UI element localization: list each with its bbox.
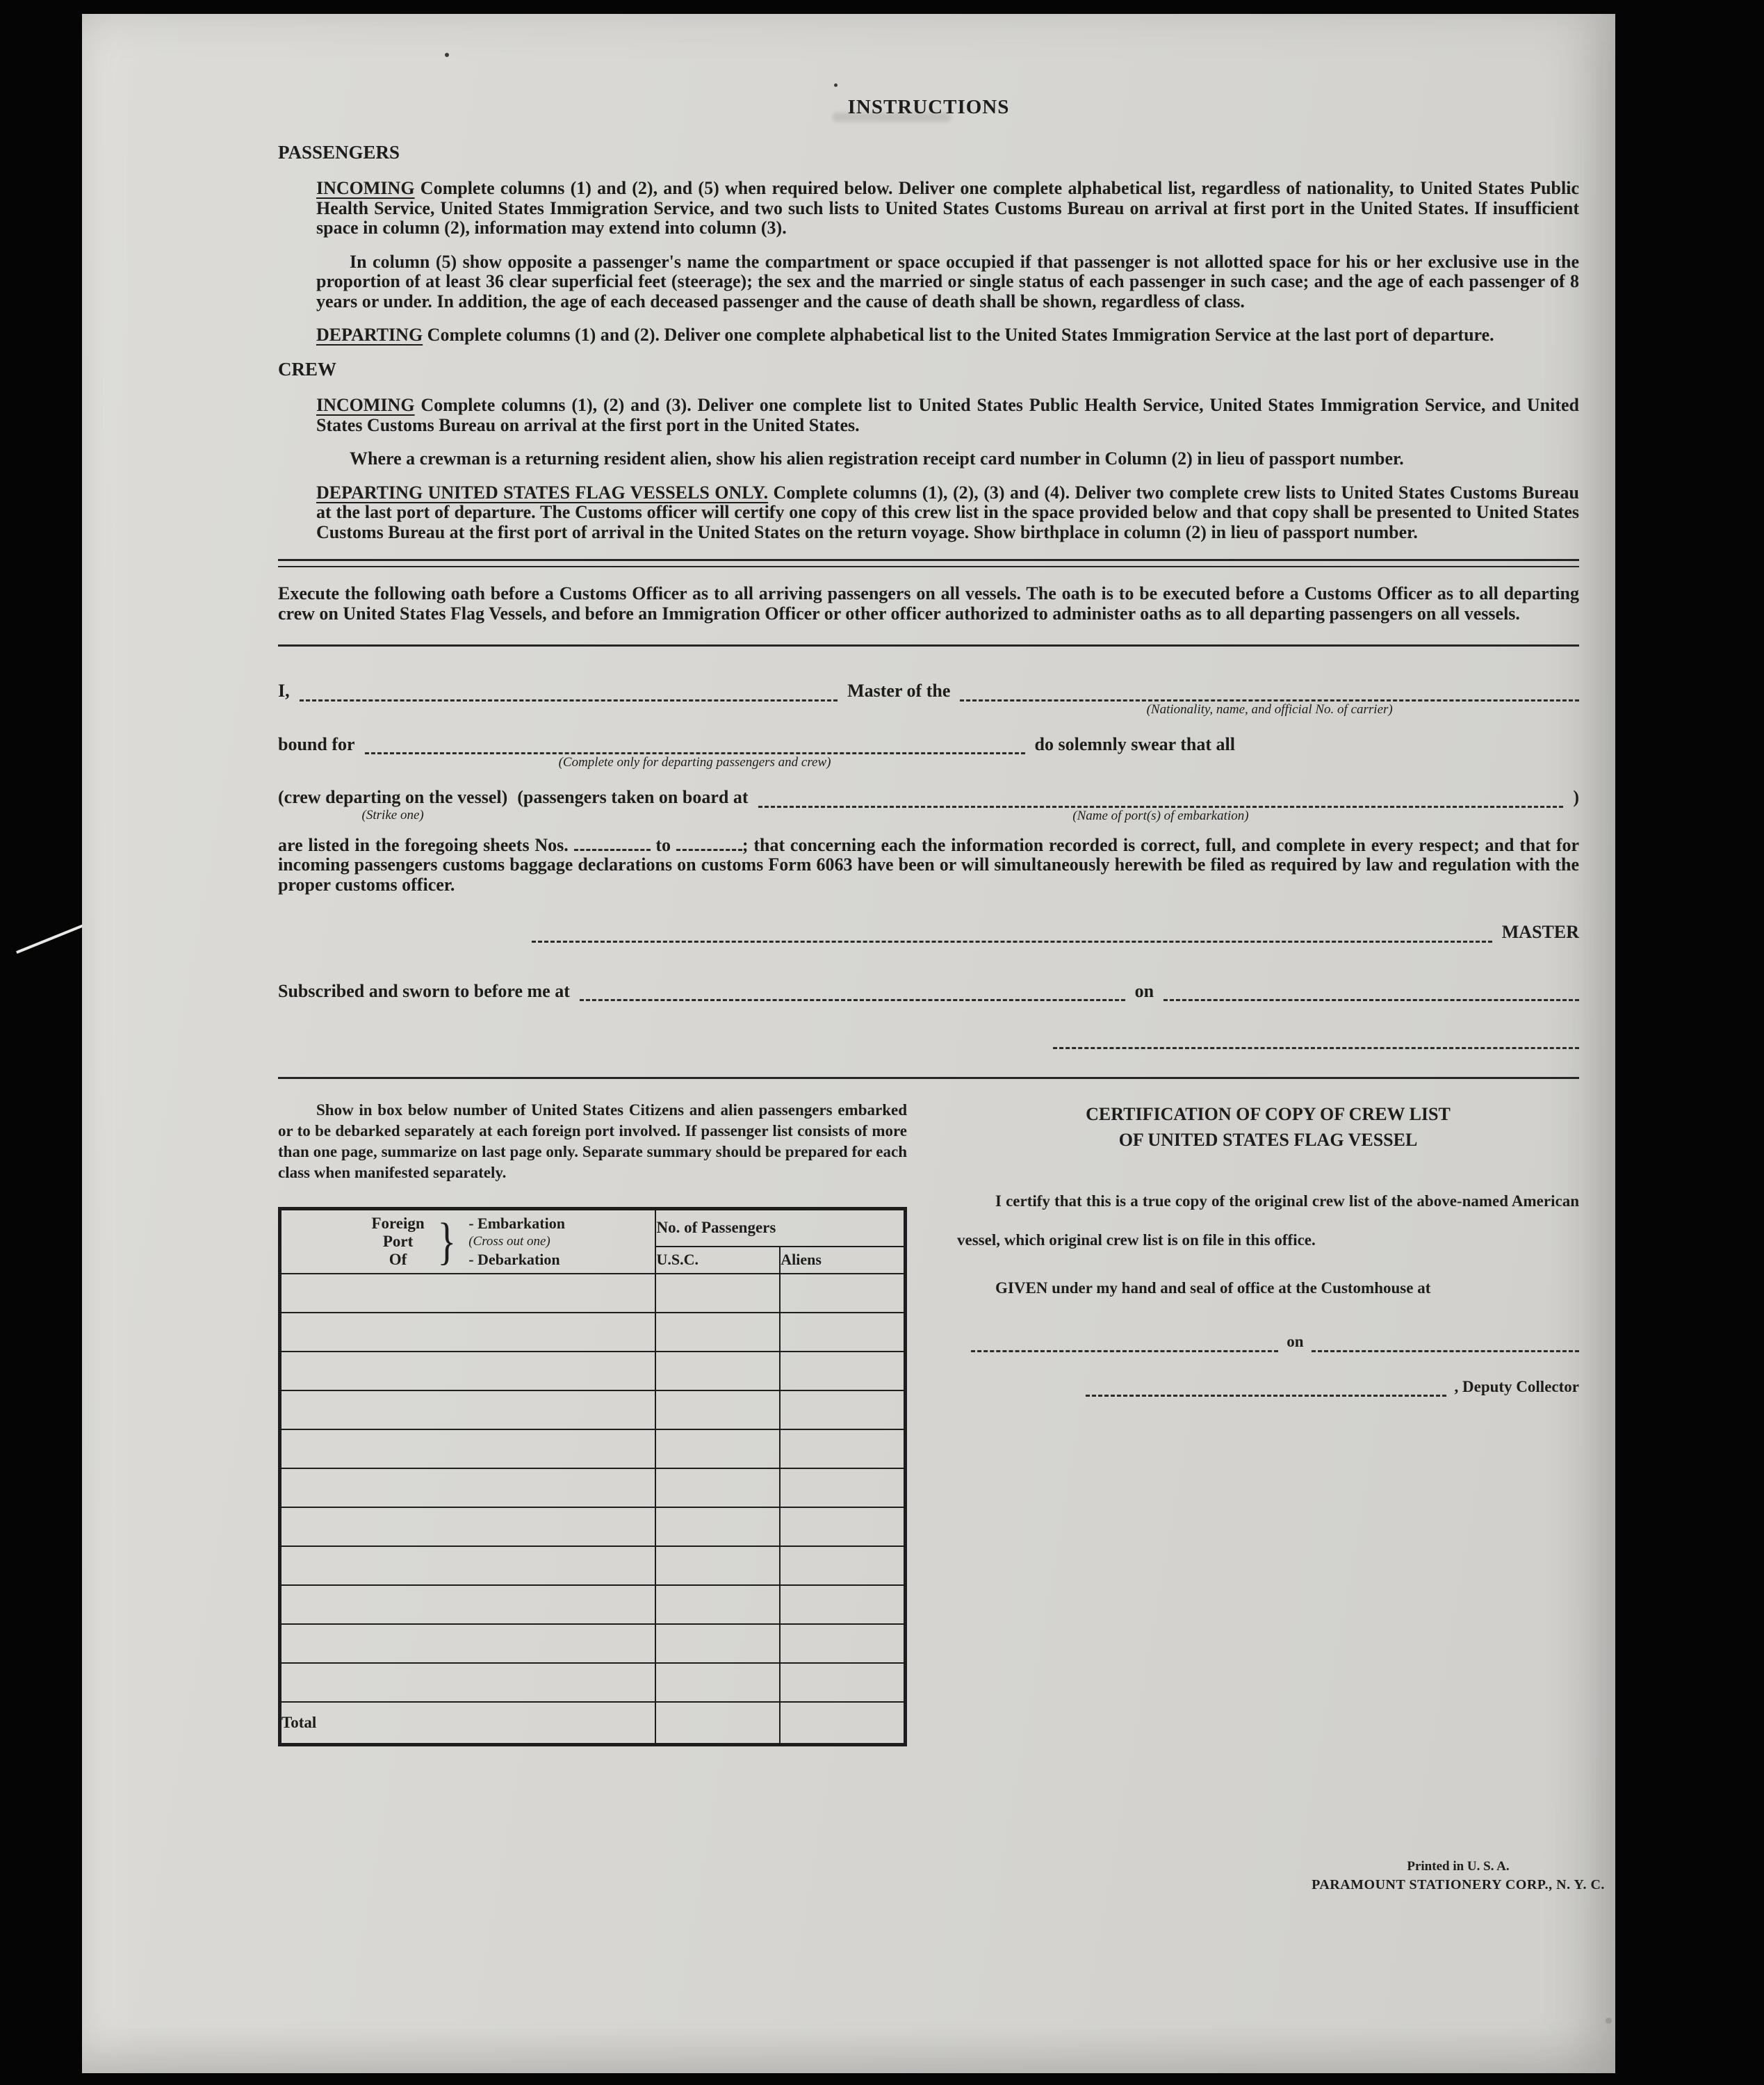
- customhouse-line: [971, 1332, 1579, 1352]
- sheets-to-blank: [676, 846, 742, 851]
- empty-cell: [655, 1352, 780, 1390]
- empty-cell: [655, 1313, 780, 1352]
- table-row: [280, 1507, 906, 1546]
- scan-artifact-speck: [445, 53, 449, 57]
- empty-cell: [280, 1663, 656, 1702]
- summary-note: Show in box below number of United States Citizens and alien passengers embarked or to be debarked separately at each foreign port involved. If passenger list consists of more than one page, summarize on last page only. Separate summary should be prepared for each class when manifested separately.: [278, 1101, 907, 1181]
- empty-cell: [655, 1585, 780, 1624]
- subscribed-on-label: on: [1134, 980, 1154, 1001]
- empty-cell: [780, 1429, 905, 1468]
- resident-alien-paragraph: Where a crewman is a returning resident alien, show his alien registration receipt card number in Column (2) in lieu of passport number.: [350, 448, 1404, 469]
- empty-cell: [780, 1274, 905, 1313]
- sheets-to-label: to: [655, 834, 671, 855]
- table-row: [280, 1313, 906, 1352]
- usc-header: U.S.C.: [655, 1247, 780, 1274]
- bottom-section: [278, 1097, 1579, 1746]
- crew-heading: CREW: [278, 358, 337, 380]
- departing-text: Complete columns (1) and (2). Deliver one complete alphabetical list to the United States Immigration Service at the last port of departure.: [427, 325, 1494, 345]
- table-row: [280, 1585, 906, 1624]
- port-word: Port: [382, 1233, 414, 1250]
- subscribed-date-blank: [1163, 995, 1579, 1001]
- master-signature-line: [532, 923, 1579, 943]
- table-row: [280, 1274, 906, 1313]
- empty-cell: [780, 1624, 905, 1663]
- foreign-port-header-content: [281, 1210, 655, 1273]
- foreign-port-header: [280, 1209, 656, 1274]
- printed-in-usa: Printed in U. S. A.: [1407, 1859, 1510, 1874]
- carrier-blank-line: [960, 695, 1579, 701]
- empty-cell: [780, 1663, 905, 1702]
- embarkation-option: - Embarkation: [468, 1215, 565, 1232]
- empty-cell: [655, 1274, 780, 1313]
- instructions-document: [82, 14, 1615, 2073]
- certification-column: [957, 1097, 1579, 1746]
- total-usc-cell: [655, 1702, 780, 1745]
- table-header-row: [280, 1209, 906, 1247]
- empty-cell: [280, 1429, 656, 1468]
- empty-cell: [780, 1468, 905, 1507]
- table-total-row: [280, 1702, 906, 1745]
- officer-signature-blank: [1053, 1043, 1579, 1049]
- table-row: [280, 1468, 906, 1507]
- deputy-collector-line: [1086, 1377, 1579, 1397]
- master-of-the-label: Master of the: [847, 681, 951, 701]
- swear-text: do solemnly swear that all: [1034, 733, 1235, 754]
- crew-departing-label: DEPARTING UNITED STATES FLAG VESSELS ONLY.: [316, 482, 769, 503]
- passengers-departing-paragraph: [316, 325, 1579, 346]
- certification-title-line1: CERTIFICATION OF COPY OF CREW LIST: [1086, 1104, 1451, 1124]
- certification-title: [957, 1101, 1579, 1153]
- passengers-heading: PASSENGERS: [278, 141, 400, 163]
- close-paren: ): [1573, 787, 1579, 807]
- summary-column: [278, 1097, 907, 1746]
- oath-bound-for-line: [278, 733, 1579, 770]
- empty-cell: [280, 1352, 656, 1390]
- scan-artifact-speck: [1606, 2018, 1612, 2024]
- cross-out-caption: (Cross out one): [468, 1234, 550, 1249]
- oath-divider-rule: [278, 644, 1579, 647]
- certification-title-line2: OF UNITED STATES FLAG VESSEL: [1118, 1130, 1418, 1150]
- empty-cell: [780, 1313, 905, 1352]
- oath-master-line: [278, 681, 1579, 717]
- crew-incoming-text: Complete columns (1), (2) and (3). Deliver one complete list to United States Public Health Service, United States Immigration Service, and United States Customs Bureau on arrival at the first port in the United States.: [316, 395, 1580, 435]
- incoming-label: INCOMING: [316, 178, 415, 198]
- foreign-port-words: [371, 1215, 424, 1269]
- given-text: GIVEN under my hand and seal of office at the Customhouse at: [995, 1279, 1431, 1297]
- empty-cell: [655, 1507, 780, 1546]
- officer-signature-line: [1053, 1043, 1579, 1049]
- strike-caption: (Strike one): [361, 807, 424, 822]
- total-aliens-cell: [780, 1702, 905, 1745]
- subscribed-label: Subscribed and sworn to before me at: [278, 980, 570, 1001]
- empty-cell: [280, 1546, 656, 1585]
- master-name-blank: [300, 695, 838, 701]
- crew-incoming-paragraph: [316, 396, 1579, 435]
- empty-cell: [655, 1390, 780, 1429]
- master-label: MASTER: [1501, 922, 1579, 942]
- debarkation-option: - Debarkation: [468, 1251, 560, 1268]
- empty-cell: [280, 1624, 656, 1663]
- aliens-header: Aliens: [780, 1247, 905, 1274]
- empty-cell: [780, 1507, 905, 1546]
- empty-cell: [780, 1352, 905, 1390]
- deputy-signature-blank: [1086, 1390, 1446, 1397]
- destination-blank: [365, 748, 1025, 770]
- boarded-label: (passengers taken on board at: [517, 787, 749, 807]
- empty-cell: [280, 1507, 656, 1546]
- passenger-summary-table: [278, 1207, 907, 1746]
- empty-cell: [780, 1546, 905, 1585]
- empty-cell: [655, 1663, 780, 1702]
- sheets-paragraph: [278, 836, 1579, 895]
- oath-strike-line: [278, 787, 1579, 823]
- embarkation-port-blank: [758, 802, 1564, 823]
- strike-option: [278, 787, 508, 822]
- page-content: [278, 97, 1579, 1746]
- printer-imprint: [1257, 1858, 1660, 1894]
- table-row: [280, 1390, 906, 1429]
- destination-blank-line: [365, 748, 1025, 754]
- sheets-pre-text: are listed in the foregoing sheets Nos.: [278, 834, 569, 855]
- empty-cell: [280, 1274, 656, 1313]
- empty-cell: [655, 1546, 780, 1585]
- empty-cell: [280, 1468, 656, 1507]
- brace-glyph: }: [437, 1213, 456, 1270]
- strike-label: (crew departing on the vessel): [278, 787, 508, 807]
- table-row: [280, 1546, 906, 1585]
- incoming-text: Complete columns (1) and (2), and (5) when required below. Deliver one complete alphabetical list, regardless of nationality, to United States Public Health Service, United States Immigration Service, and two such lists to United States Customs Bureau on arrival at first port in the United States. If insufficient space in column (2), information may extend into column (3).: [316, 178, 1580, 238]
- certification-on-label: on: [1287, 1333, 1304, 1350]
- passengers-count-header: No. of Passengers: [655, 1209, 905, 1247]
- customhouse-date-blank: [1312, 1346, 1579, 1352]
- empty-cell: [780, 1585, 905, 1624]
- departing-label: DEPARTING: [316, 325, 423, 345]
- empty-cell: [780, 1390, 905, 1429]
- foreign-word: Foreign: [371, 1215, 425, 1232]
- carrier-caption: (Nationality, name, and official No. of carrier): [1146, 701, 1393, 717]
- sheets-from-blank: [574, 846, 651, 851]
- empty-cell: [655, 1468, 780, 1507]
- total-label: Total: [280, 1702, 656, 1745]
- i-label: I,: [278, 681, 290, 701]
- embarkation-caption: (Name of port(s) of embarkation): [1072, 808, 1249, 823]
- page-title: INSTRUCTIONS: [847, 96, 1010, 118]
- table-row: [280, 1429, 906, 1468]
- table-row: [280, 1663, 906, 1702]
- empty-cell: [280, 1585, 656, 1624]
- destination-caption: (Complete only for departing passengers and crew): [558, 755, 831, 770]
- customhouse-place-blank: [971, 1346, 1278, 1352]
- empty-cell: [280, 1390, 656, 1429]
- bound-for-label: bound for: [278, 733, 355, 754]
- empty-cell: [280, 1313, 656, 1352]
- crew-departing-text: Complete columns (1), (2), (3) and (4). Deliver two complete crew lists to United States Customs Bureau at the last port of departure. The Customs officer will certify one copy of this crew list in the space provided below and that copy shall be presented to United States Customs Bureau at the first port of arrival in the United States on the return voyage. Show birthplace in column (2) in lieu of passport number.: [316, 482, 1580, 542]
- certification-body: I certify that this is a true copy of the original crew list of the above-named American vessel, which original crew list is on file in this office.: [957, 1192, 1579, 1249]
- master-signature-blank: [532, 936, 1492, 943]
- table-row: [280, 1624, 906, 1663]
- subscribed-line: [278, 982, 1579, 1002]
- oath-preamble: Execute the following oath before a Customs Officer as to all arriving passengers on all vessels. The oath is to be executed before a Customs Officer as to all departing crew on United States Flag Vessels, and before an Immigration Officer or other officer authorized to administer oaths as to all departing passengers on all vessels.: [278, 583, 1579, 624]
- table-row: [280, 1352, 906, 1390]
- section-divider-double-rule: [278, 559, 1579, 567]
- scan-artifact-speck: [834, 83, 838, 87]
- sheets-post-text: ; that concerning each the information recorded is correct, full, and complete in every respect; and that for incoming passengers customs baggage declarations on customs Form 6063 have been or will simultaneously herewith be filed as required by law and regulation with the proper customs officer.: [278, 834, 1580, 895]
- bottom-divider-rule: [278, 1077, 1579, 1079]
- column5-paragraph: In column (5) show opposite a passenger's name the compartment or space occupied if that passenger is not allotted space for his or her exclusive use in the proportion of at least 36 clear superficial feet (steerage); the sex and the married or single status of each passenger in such case; and the age of each passenger of 8 years or under. In addition, the age of each deceased passenger and the cause of death shall be shown, regardless of class.: [316, 251, 1579, 311]
- stationery-company: PARAMOUNT STATIONERY CORP., N. Y. C.: [1312, 1877, 1605, 1892]
- passengers-incoming-paragraph: [316, 179, 1579, 238]
- embark-debark-options: [468, 1215, 565, 1269]
- deputy-collector-label: , Deputy Collector: [1454, 1377, 1579, 1395]
- subscribed-place-blank: [580, 995, 1125, 1001]
- crew-incoming-label: INCOMING: [316, 395, 415, 415]
- of-word: Of: [389, 1251, 407, 1268]
- empty-cell: [655, 1624, 780, 1663]
- embarkation-port-blank-line: [758, 802, 1564, 808]
- empty-cell: [655, 1429, 780, 1468]
- crew-departing-paragraph: [316, 483, 1579, 543]
- carrier-blank: [960, 695, 1579, 717]
